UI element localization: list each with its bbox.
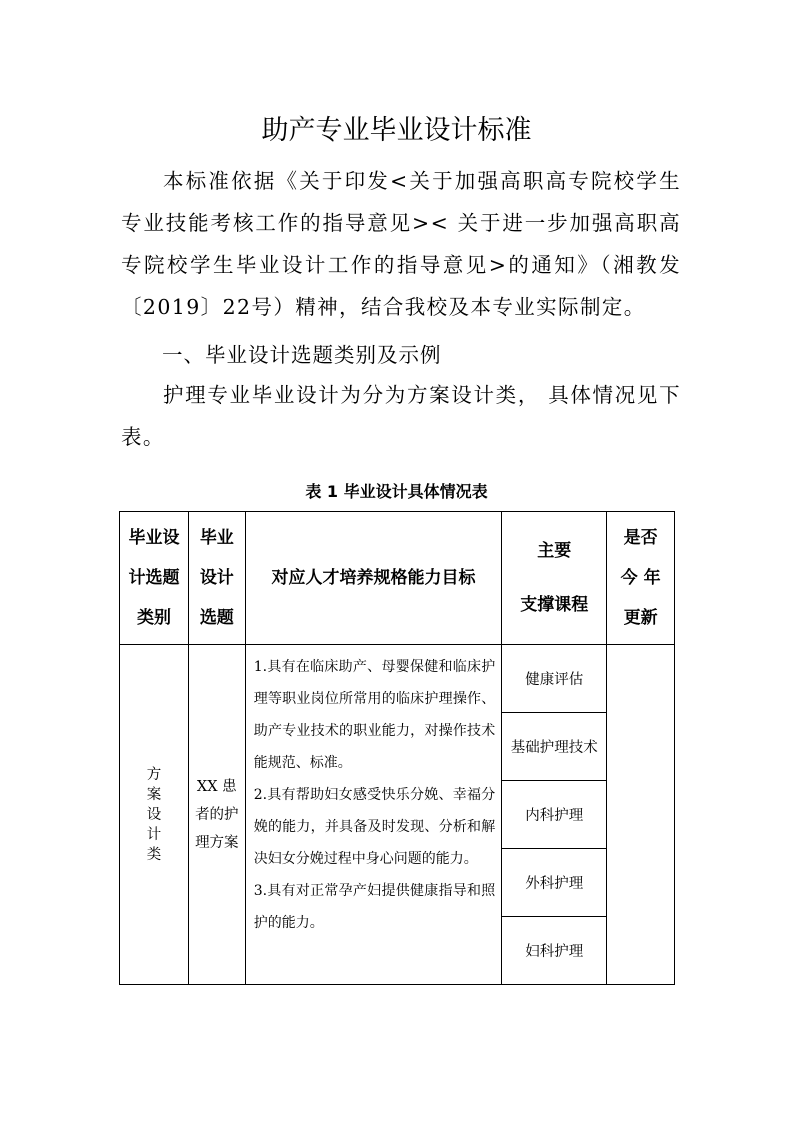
category-text: 方案设计类 <box>146 766 162 863</box>
document-title: 助产专业毕业设计标准 <box>261 115 532 146</box>
header-category-text: 毕业设计选题类别 <box>128 528 180 628</box>
header-courses-line1: 主要 <box>537 541 572 561</box>
course-cell: 基础护理技术 <box>502 713 607 781</box>
section-heading: 一、毕业设计选题类别及示例 <box>162 343 442 367</box>
ability-item: 1.具有在临床助产、母婴保健和临床护理等职业岗位所常用的临床护理操作、助产专业技术的职业能力，对操作技术能规范、标准。 <box>253 659 496 771</box>
header-courses <box>502 512 607 645</box>
header-topic-text: 毕业设计选题 <box>199 528 234 628</box>
cell-abilities <box>245 645 502 985</box>
header-ability <box>245 512 502 645</box>
header-updated <box>607 512 675 645</box>
course-cell: 妇科护理 <box>502 917 607 985</box>
design-table <box>119 511 675 985</box>
course-cell: 内科护理 <box>502 781 607 849</box>
table-caption: 表 1 毕业设计具体情况表 <box>305 482 488 501</box>
header-category <box>120 512 189 645</box>
header-ability-text: 对应人才培养规格能力目标 <box>271 568 476 588</box>
section-paragraph: 护理专业毕业设计为分为方案设计类， 具体情况见下表。 <box>121 383 681 449</box>
cell-category <box>120 645 189 985</box>
course-cell: 健康评估 <box>502 645 607 713</box>
topic-text: XX 患者的护理方案 <box>195 778 239 851</box>
course-cell: 外科护理 <box>502 849 607 917</box>
ability-item: 3.具有对正常孕产妇提供健康指导和照护的能力。 <box>253 883 496 931</box>
ability-item: 2.具有帮助妇女感受快乐分娩、幸福分娩的能力，并具备及时发现、分析和解决妇女分娩过程中身心问题的能力。 <box>253 787 496 867</box>
intro-paragraph: 本标准依据《关于印发<关于加强高职高专院校学生专业技能考核工作的指导意见>< 关于进一步加强高职高专院校学生毕业设计工作的指导意见>的通知》（湘教发〔2019〕22号）精神，结合我校及本专业实际制定。 <box>121 169 681 319</box>
table-header-row <box>120 512 675 645</box>
header-courses-line2: 支撑课程 <box>520 595 589 615</box>
cell-topic <box>188 645 245 985</box>
cell-updated <box>607 645 675 985</box>
table-row <box>120 645 675 713</box>
header-updated-text: 是否今 年更新 <box>620 528 661 628</box>
header-topic <box>188 512 245 645</box>
